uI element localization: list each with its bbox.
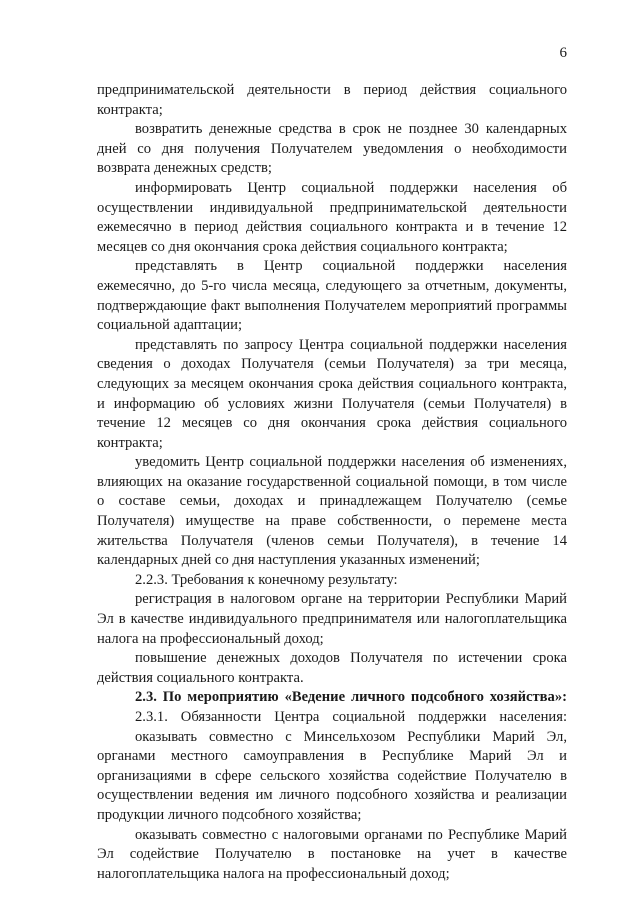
paragraph: уведомить Центр социальной поддержки населения об изменениях, влияющих на оказание государственной социальной помощи, в том числе о составе семьи, доходах и принадлежащем Получателю (семье Получателя) имуществе на праве собственности, о перемене места жительства Получателя (членов семьи Получателя), в течение 14 календарных дней со дня наступления указанных изменений; <box>97 454 567 569</box>
paragraph: представлять в Центр социальной поддержки населения ежемесячно, до 5-го числа месяца, следующего за отчетным, документы, подтверждающие факт выполнения Получателем мероприятий программы социальной адаптации; <box>97 258 567 334</box>
paragraph: информировать Центр социальной поддержки населения об осуществлении индивидуальной предпринимательской деятельности ежемесячно в период действия социального контракта и в течение 12 месяцев со дня окончания срока действия социального контракта; <box>97 179 567 255</box>
paragraph: предпринимательской деятельности в период действия социального контракта; <box>97 82 567 118</box>
paragraph: 2.3.1. Обязанности Центра социальной поддержки населения: <box>135 709 567 725</box>
paragraph: оказывать совместно с налоговыми органами по Республике Марий Эл содействие Получателю в постановке на учет в качестве налогоплательщика налога на профессиональный доход; <box>97 826 567 882</box>
paragraph: оказывать совместно с Минсельхозом Республики Марий Эл, органами местного самоуправления в Республике Марий Эл и организациями в сфере сельского хозяйства содействие Получателю в осуществлении ведения им личного подсобного хозяйства и реализации продукции личного подсобного хозяйства; <box>97 728 567 823</box>
paragraph: 2.2.3. Требования к конечному результату: <box>135 571 398 588</box>
section-heading: 2.3. По мероприятию «Ведение личного подсобного хозяйства»: <box>135 689 567 706</box>
paragraph: возвратить денежные средства в срок не позднее 30 календарных дней со дня получения Получателем уведомления о необходимости возврата денежных средств; <box>97 121 567 177</box>
page-number: 6 <box>559 45 567 61</box>
paragraph: регистрация в налоговом органе на территории Республики Марий Эл в качестве индивидуального предпринимателя или налогоплательщика налога на профессиональный доход; <box>97 591 567 647</box>
paragraph: представлять по запросу Центра социальной поддержки населения сведения о доходах Получателя (семьи Получателя) за три месяца, следующих за месяцем окончания срока действия социального контракта, и информацию об условиях жизни Получателя (семьи Получателя) в течение 12 месяцев со дня окончания срока действия социального контракта; <box>97 336 567 451</box>
paragraph: повышение денежных доходов Получателя по истечении срока действия социального контракта. <box>97 650 567 686</box>
document-body <box>97 81 567 884</box>
